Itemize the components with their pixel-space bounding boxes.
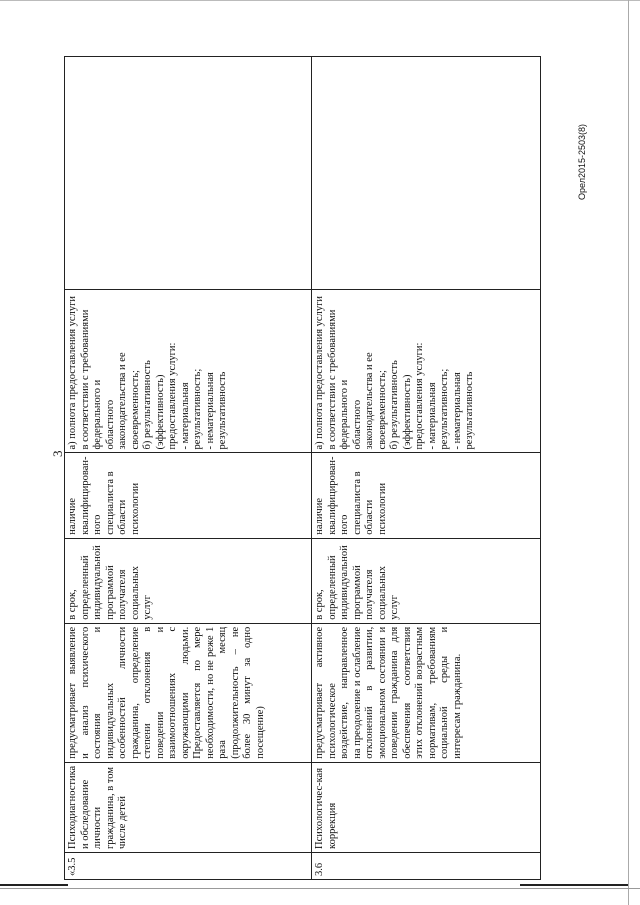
rotated-page-content: [40, 30, 600, 880]
quality-indicators: а) полнота предоставления услуги в соответствии с требованиями федерального и областного законодательства и ее своевременность; б) результативность (эффективность) предоставления услуги: - материальная результативность; - нематериальная результативность: [312, 290, 541, 453]
quality-indicators: а) полнота предоставления услуги в соответствии с требованиями федерального и областного законодательства и ее своевременность; б) результативность (эффективность) предоставления услуги: - материальная результативность; - нематериальная результативность: [65, 290, 312, 453]
page-edge-bottom: [0, 888, 640, 889]
bottom-rule-left: [0, 884, 68, 886]
extra-cell: [312, 57, 541, 290]
service-name: Психодиагностика и обследование личности гражданина, в том числе детей: [65, 762, 312, 852]
extra-cell: [65, 57, 312, 290]
page-number: 3: [50, 450, 65, 457]
table-row: [312, 57, 541, 880]
service-conditions: наличие квалифицирован-ного специалиста в области психологии: [65, 453, 312, 538]
document-code: Орел2015-2503(8): [577, 123, 587, 200]
service-term: в срок, определенный индивидуальной программой получателя социальных услуг: [312, 538, 541, 623]
service-conditions: наличие квалифицирован-ного специалиста в области психологии: [312, 453, 541, 538]
bottom-rule-right: [520, 884, 628, 886]
page-edge-right: [628, 0, 629, 905]
service-description: предусматривает активное психологическое воздействие, направленное на преодоление и ослабление отклонений в развитии, эмоциональном состоянии и поведении гражданина для обеспечения соответствия этих отклонений возрастным нормативам, требованиям социальной среды и интересам гражданина.: [312, 623, 541, 762]
services-table: [64, 57, 541, 881]
row-number: 3.6: [312, 853, 541, 880]
service-name: Психологичес-кая коррекция: [312, 762, 541, 852]
service-description: предусматривает выявление и анализ психического состояния и индивидуальных особенностей личности гражданина, определение степени отклонения в поведении и взаимоотношениях с окружающими людьми. Предоставляется по мере необходимости, но не реже 1 раза месяц (продолжительность – не более 30 минут за одно посещение): [65, 623, 312, 762]
row-number: «3.5: [65, 853, 312, 880]
table-row: [65, 57, 312, 880]
page-edge-top: [0, 0, 640, 1]
service-term: в срок, определенный индивидуальной программой получателя социальных услуг: [65, 538, 312, 623]
